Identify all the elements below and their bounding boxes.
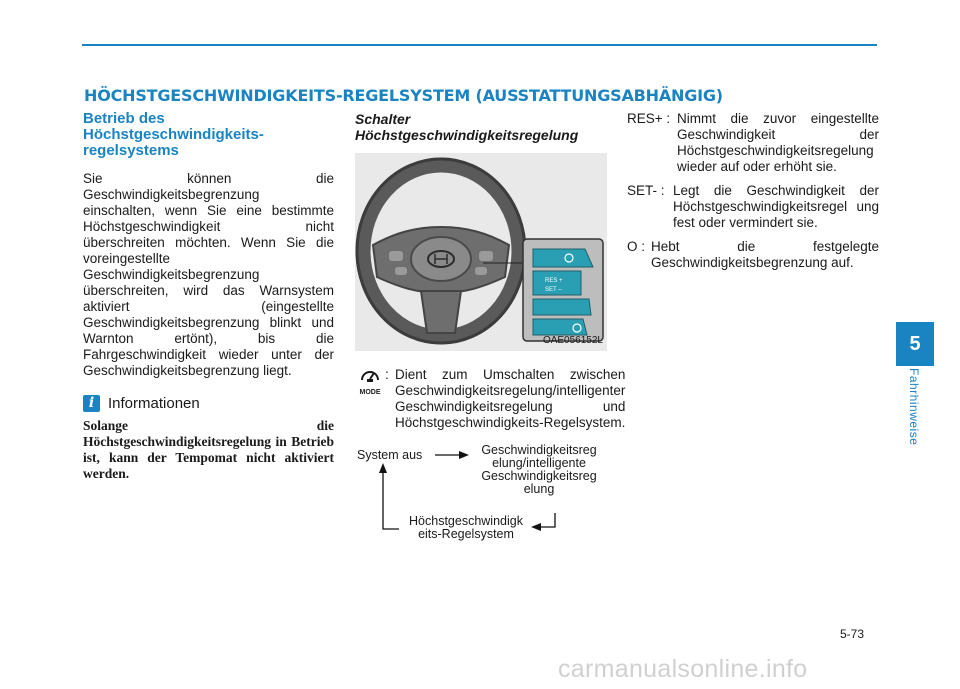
definition-key: O : bbox=[627, 239, 646, 254]
page-title: HÖCHSTGESCHWINDIGKEITS-REGELSYSTEM (AUSSTATTUNGSABHÄNGIG) bbox=[84, 86, 723, 105]
info-header bbox=[83, 395, 334, 412]
heading-line: Höchstgeschwindigkeits- bbox=[83, 126, 264, 143]
definition-set bbox=[627, 183, 879, 231]
flow-cruise-line: elung bbox=[523, 482, 555, 496]
chapter-tab: 5 bbox=[896, 322, 934, 366]
flow-cruise-line: Geschwindigkeitsreg bbox=[481, 469, 597, 483]
definition-key: RES+ : bbox=[627, 111, 671, 126]
flow-limiter-line: Höchstgeschwindigk bbox=[409, 514, 523, 528]
steering-wheel-illustration bbox=[355, 153, 607, 351]
mode-description bbox=[355, 367, 626, 431]
heading-line: Höchstgeschwindigkeitsregelung bbox=[355, 127, 579, 143]
speedometer-icon bbox=[359, 367, 381, 383]
set-button-label: SET – bbox=[545, 287, 562, 293]
info-text: Solange die Höchstgeschwindigkeitsregelung in Betrieb ist, kann der Tempomat nicht aktiviert werden. bbox=[83, 418, 334, 481]
flow-cruise-line: Geschwindigkeitsreg bbox=[481, 443, 597, 457]
definition-cancel bbox=[627, 239, 879, 271]
mode-flow-diagram bbox=[355, 445, 607, 545]
top-rule bbox=[82, 44, 877, 46]
section-heading-operation bbox=[83, 111, 334, 159]
right-column bbox=[627, 111, 879, 279]
flow-speed-limiter bbox=[401, 515, 531, 541]
info-icon: i bbox=[83, 395, 100, 412]
flow-system-off: System aus bbox=[357, 448, 423, 462]
info-title: Informationen bbox=[108, 394, 200, 412]
mode-colon: : bbox=[385, 367, 389, 382]
flow-cruise-control bbox=[471, 444, 607, 496]
chapter-name: Fahrhinweise bbox=[907, 368, 921, 446]
heading-line: Schalter bbox=[355, 111, 411, 127]
mode-text: Dient zum Umschalten zwischen Geschwindigkeitsregelung/intelligenter Geschwindigkeitsregelung und Höchstgeschwindigkeits-Regelsystem. bbox=[395, 367, 626, 430]
arrow-left-icon bbox=[531, 523, 541, 531]
arrow-up-icon bbox=[379, 463, 387, 473]
page-number: 5-73 bbox=[840, 627, 865, 641]
switch-heading bbox=[355, 111, 607, 143]
flow-cruise-line: elung/intelligente bbox=[492, 456, 586, 470]
figure-code: OAE056152L bbox=[542, 335, 603, 346]
heading-line: regelsystems bbox=[83, 142, 179, 159]
arrow-right-icon bbox=[459, 451, 469, 459]
heading-line: Betrieb des bbox=[83, 110, 165, 127]
left-column bbox=[83, 111, 334, 482]
definition-text: Nimmt die zuvor eingestellte Geschwindigkeit der Höchstgeschwindigkeitsregelung wieder auf oder erhöht sie. bbox=[677, 111, 879, 174]
watermark: carmanualsonline.info bbox=[558, 655, 808, 683]
mode-button-icon bbox=[355, 367, 385, 431]
definition-text: Hebt die festgelegte Geschwindigkeitsbegrenzung auf. bbox=[651, 239, 879, 270]
definition-key: SET- : bbox=[627, 183, 665, 198]
mode-icon-label: MODE bbox=[359, 389, 381, 396]
definition-text: Legt die Geschwindigkeit der Höchstgeschwindigkeitsregel ung fest oder vermindert sie. bbox=[673, 183, 879, 230]
flow-limiter-line: eits-Regelsystem bbox=[418, 527, 514, 541]
res-button-label: RES + bbox=[545, 278, 563, 284]
middle-column bbox=[355, 111, 626, 545]
operation-body-text: Sie können die Geschwindigkeitsbegrenzung einschalten, wenn Sie eine bestimmte Höchstgeschwindigkeit nicht überschreiten möchten. Wenn Sie die voreingestellte Geschwindigkeitsbegrenzung überschreiten, wird das Warnsystem aktiviert (eingestellte Geschwindigkeitsbegrenzung blinkt und Warnton ertönt), bis die Fahrgeschwindigkeit wieder unter der Geschwindigkeitsbegrenzung liegt. bbox=[83, 171, 334, 378]
definition-res bbox=[627, 111, 879, 175]
steering-wheel-figure bbox=[355, 153, 607, 351]
